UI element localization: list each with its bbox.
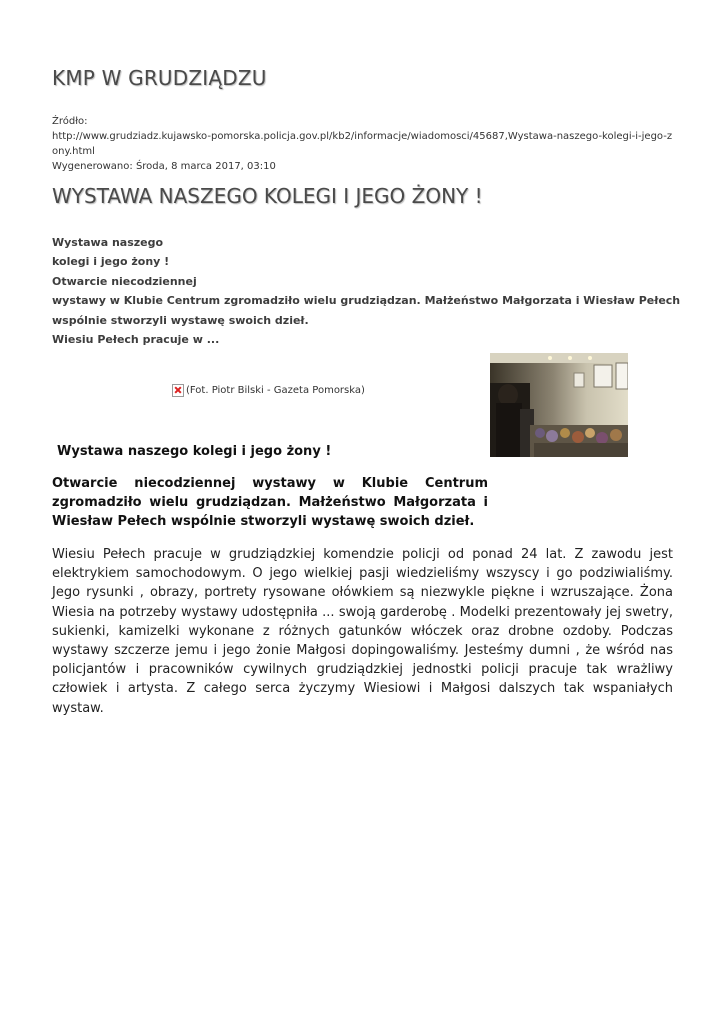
article-intro-paragraph: Otwarcie niecodziennej wystawy w Klubie Centrum zgromadziło wielu grudziądzan. Małżeństwo Małgorzata i Wiesław Pełech wspólnie stworzyli wystawę swoich dzieł. [52,476,488,529]
photo-caption [172,384,365,397]
source-meta [52,114,674,174]
source-label: Źródło: [52,116,88,127]
lead-line: Otwarcie niecodziennej [52,274,197,288]
exhibition-photo-image [490,353,628,457]
lead-line: Wiesiu Pełech pracuje w ... [52,333,220,347]
article-body: Wiesiu Pełech pracuje w grudziądzkiej komendzie policji od ponad 24 lat. Z zawodu jest elektrykiem samochodowym. O jego wielkiej pasji wiedzieliśmy wszyscy i go podziwialiśmy. Jego rysunki , obrazy, portrety rysowane ołówkiem są niezwykle piękne i wzruszające. Żona Wiesia na potrzeby wystawy udostępniła ... swoją garderobę . Modelki prezentowały jej swetry, sukienki, kamizelki wykonane z różnych gatunków włóczek oraz drobne ozdoby. Podczas wystawy szczerze jemu i jego żonie Małgosi dopingowaliśmy. Jesteśmy dumni , że wśród nas policjantów i pracowników cywilnych grudziądzkiej jednostki policji pracuje tak wrażliwy człowiek i artysta. Z całego serca życzymy Wiesiowi i Małgosi dalszych tak wspaniałych wystaw. [52,547,673,716]
article-lead [52,233,682,349]
article-title: WYSTAWA NASZEGO KOLEGI I JEGO ŻONY ! [52,184,483,208]
lead-line: Wystawa naszego [52,236,164,249]
generated-date: Wygenerowano: Środa, 8 marca 2017, 03:10 [52,161,276,172]
lead-line: kolegi i jego żony ! [52,255,170,269]
source-url[interactable]: http://www.grudziadz.kujawsko-pomorska.policja.gov.pl/kb2/informacje/wiadomosci/45687,Wystawa-naszego-kolegi-i-jego-zony.html [52,131,673,157]
exhibition-photo [490,353,628,457]
lead-line: wystawy w Klubie Centrum zgromadziło wielu grudziądzan. Małżeństwo Małgorzata i Wiesław Pełech [52,294,681,308]
broken-image-icon [172,384,184,397]
article-subheading: Wystawa naszego kolegi i jego żony ! [57,444,332,459]
lead-line: wspólnie stworzyli wystawę swoich dzieł. [52,313,309,327]
site-title: KMP W GRUDZIĄDZU [52,66,267,90]
photo-caption-text: (Fot. Piotr Bilski - Gazeta Pomorska) [186,385,365,396]
